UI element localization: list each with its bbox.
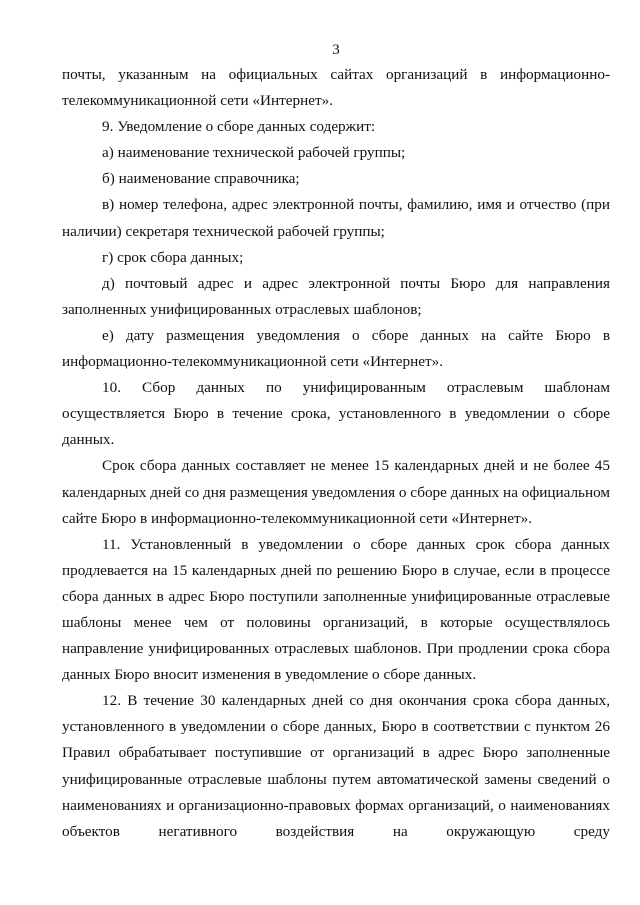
paragraph-subitem-e: е) дату размещения уведомления о сборе данных на сайте Бюро в информационно-телекоммуникационной сети «Интернет».: [62, 326, 610, 371]
paragraph-subitem-b: б) наименование справочника;: [102, 170, 300, 188]
paragraph-subitem-v: в) номер телефона, адрес электронной почты, фамилию, имя и отчество (при наличии) секретаря технической рабочей группы;: [62, 196, 610, 240]
paragraph-subitem-a: а) наименование технической рабочей группы;: [102, 144, 406, 162]
paragraph-item-10: 10. Сбор данных по унифицированным отраслевым шаблонам осуществляется Бюро в течение срока, установленного в уведомлении о сборе данных.: [62, 379, 610, 449]
paragraph-subitem-g: г) срок сбора данных;: [102, 248, 244, 266]
paragraph-collection-period: Срок сбора данных составляет не менее 15 календарных дней и не более 45 календарных дней со дня размещения уведомления о сборе данных на официальном сайте Бюро в информационно-телекоммуникационной сети «Интернет».: [62, 457, 610, 527]
paragraph-continuation: почты, указанным на официальных сайтах организаций в информационно-телекоммуникационной сети «Интернет».: [62, 66, 610, 110]
paragraph-item-9: 9. Уведомление о сборе данных содержит:: [102, 118, 376, 136]
page-number: 3: [332, 42, 340, 58]
paragraph-item-11: 11. Установленный в уведомлении о сборе данных срок сбора данных продлевается на 15 календарных дней по решению Бюро в случае, если в процессе сбора данных в адрес Бюро поступили заполненные унифицированные отраслевые шаблоны менее чем от половины организаций, в которые осуществлялось направление унифицированных отраслевых шаблонов. При продлении срока сбора данных Бюро вносит изменения в уведомление о сборе данных.: [62, 535, 610, 684]
paragraph-subitem-d: д) почтовый адрес и адрес электронной почты Бюро для направления заполненных унифицированных отраслевых шаблонов;: [62, 274, 610, 318]
document-body: [62, 62, 610, 845]
paragraph-item-12: 12. В течение 30 календарных дней со дня окончания срока сбора данных, установленного в уведомлении о сборе данных, Бюро в соответствии с пунктом 26 Правил обрабатывает поступившие от организаций в адрес Бюро заполненные унифицированные отраслевые шаблоны путем автоматической замены сведений о наименованиях и организационно-правовых формах организаций, о наименованиях объектов негативного воздействия на окружающую среду: [62, 692, 610, 840]
